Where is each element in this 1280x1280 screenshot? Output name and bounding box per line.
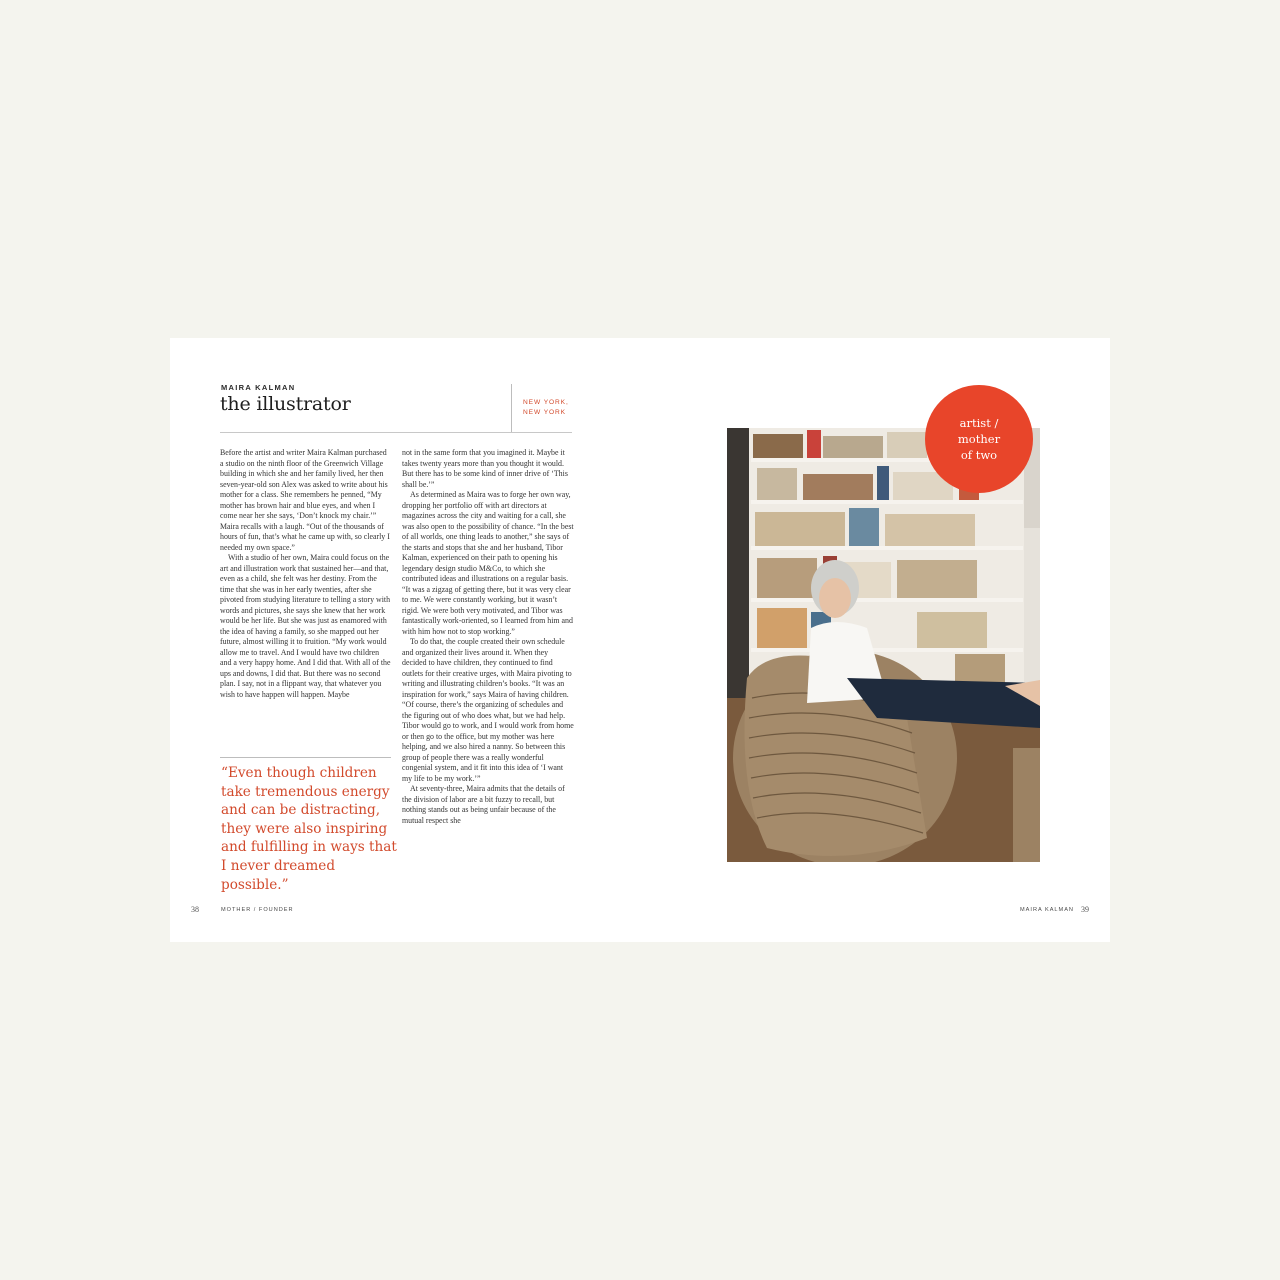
folio-left: MOTHER / FOUNDER — [221, 907, 294, 913]
location-line: NEW YORK — [523, 409, 566, 416]
body-paragraph: At seventy-three, Maira admits that the details of the division of labor are a bit fuzzy to recall, but nothing stands out as being unfair because of the mutual respect she — [402, 784, 565, 825]
body-paragraph: not in the same form that you imagined it. Maybe it takes twenty years more than you thought it would. But there has to be some kind of inner drive of ‘This shall be.’” — [402, 448, 568, 489]
page-number-right: 39 — [1081, 905, 1089, 914]
badge-line: of two — [960, 448, 998, 462]
location-divider — [511, 384, 512, 432]
body-column-2 — [402, 448, 574, 826]
location-line: NEW YORK, — [523, 399, 569, 406]
page-number-left: 38 — [191, 905, 199, 914]
body-column-1 — [220, 448, 392, 700]
portrait-photo — [727, 428, 1040, 862]
portrait-photo-icon — [727, 428, 1040, 862]
article-headline: the illustrator — [220, 393, 351, 415]
location-label — [523, 398, 569, 418]
pull-quote: “Even though children take tremendous energy and can be distracting, they were also inspiring and fulfilling in ways that I never dreamed possible.” — [221, 765, 397, 893]
folio-right: MAIRA KALMAN — [1020, 907, 1074, 913]
badge-line: mother — [957, 432, 1001, 446]
header-rule — [220, 432, 572, 433]
badge-line: artist / — [959, 416, 999, 430]
article-kicker: MAIRA KALMAN — [221, 383, 296, 392]
artist-mother-badge — [925, 385, 1033, 493]
body-paragraph: Before the artist and writer Maira Kalman purchased a studio on the ninth floor of the Greenwich Village building in which she and her family lived, her then seven-year-old son Alex was asked to write about his mother for a class. She remembers he penned, “My mother has brown hair and blue eyes, and when I come near her she says, ‘Don’t knock my chair.’” Maira recalls with a laugh. “Out of the thousands of hours of fun, that’s what he came up with, so clearly I needed my own space.” — [220, 448, 390, 552]
body-paragraph: With a studio of her own, Maira could focus on the art and illustration work that sustained her—and that, even as a child, she felt was her destiny. From the time that she was in her early twenties, after she pivoted from studying literature to telling a story with words and pictures, she says she knew that her work would be her life. But she was just as enamored with the idea of having a family, so she mapped out her future, almost willing it to fruition. “My work would allow me to travel. And I would have two children and a very happy home. And I did that. With all of the ups and downs, I did that. But there was no second plan. I say, not in a flippant way, that whatever you wish to have happen will happen. Maybe — [220, 553, 391, 699]
pull-quote-rule — [220, 757, 391, 758]
body-paragraph: As determined as Maira was to forge her own way, dropping her portfolio off with art directors at magazines across the city and waiting for a call, she was also open to the possibility of chance. “In the best of all worlds, one thing leads to another,” she says of the starts and stops that she and her husband, Tibor Kalman, experienced on their path to opening his legendary design studio M&Co, to which she contributed ideas and illustrations on a regular basis. “It was a zigzag of getting there, but it was very clear to me. We were constantly working, but it wasn’t rigid. We were both very motivated, and Tibor was fantastically work-oriented, so I learned from him and with him how not to stop working.” — [402, 490, 574, 636]
magazine-spread — [170, 338, 1110, 942]
body-paragraph: To do that, the couple created their own schedule and organized their lives around it. When they decided to have children, they continued to find outlets for their creative urges, with Maira pivoting to writing and illustrating children’s books. “It was an inspiration for work,” says Maira of having children. “Of course, there’s the organizing of schedules and the figuring out of who does what, but we had help. Tibor would go to work, and I would work from home or then go to the office, but my mother was here helping, and we also hired a nanny. So between this group of people there was a really wonderful congenial system, and it fit into this idea of ‘I want my life to be my work.’” — [402, 637, 574, 783]
